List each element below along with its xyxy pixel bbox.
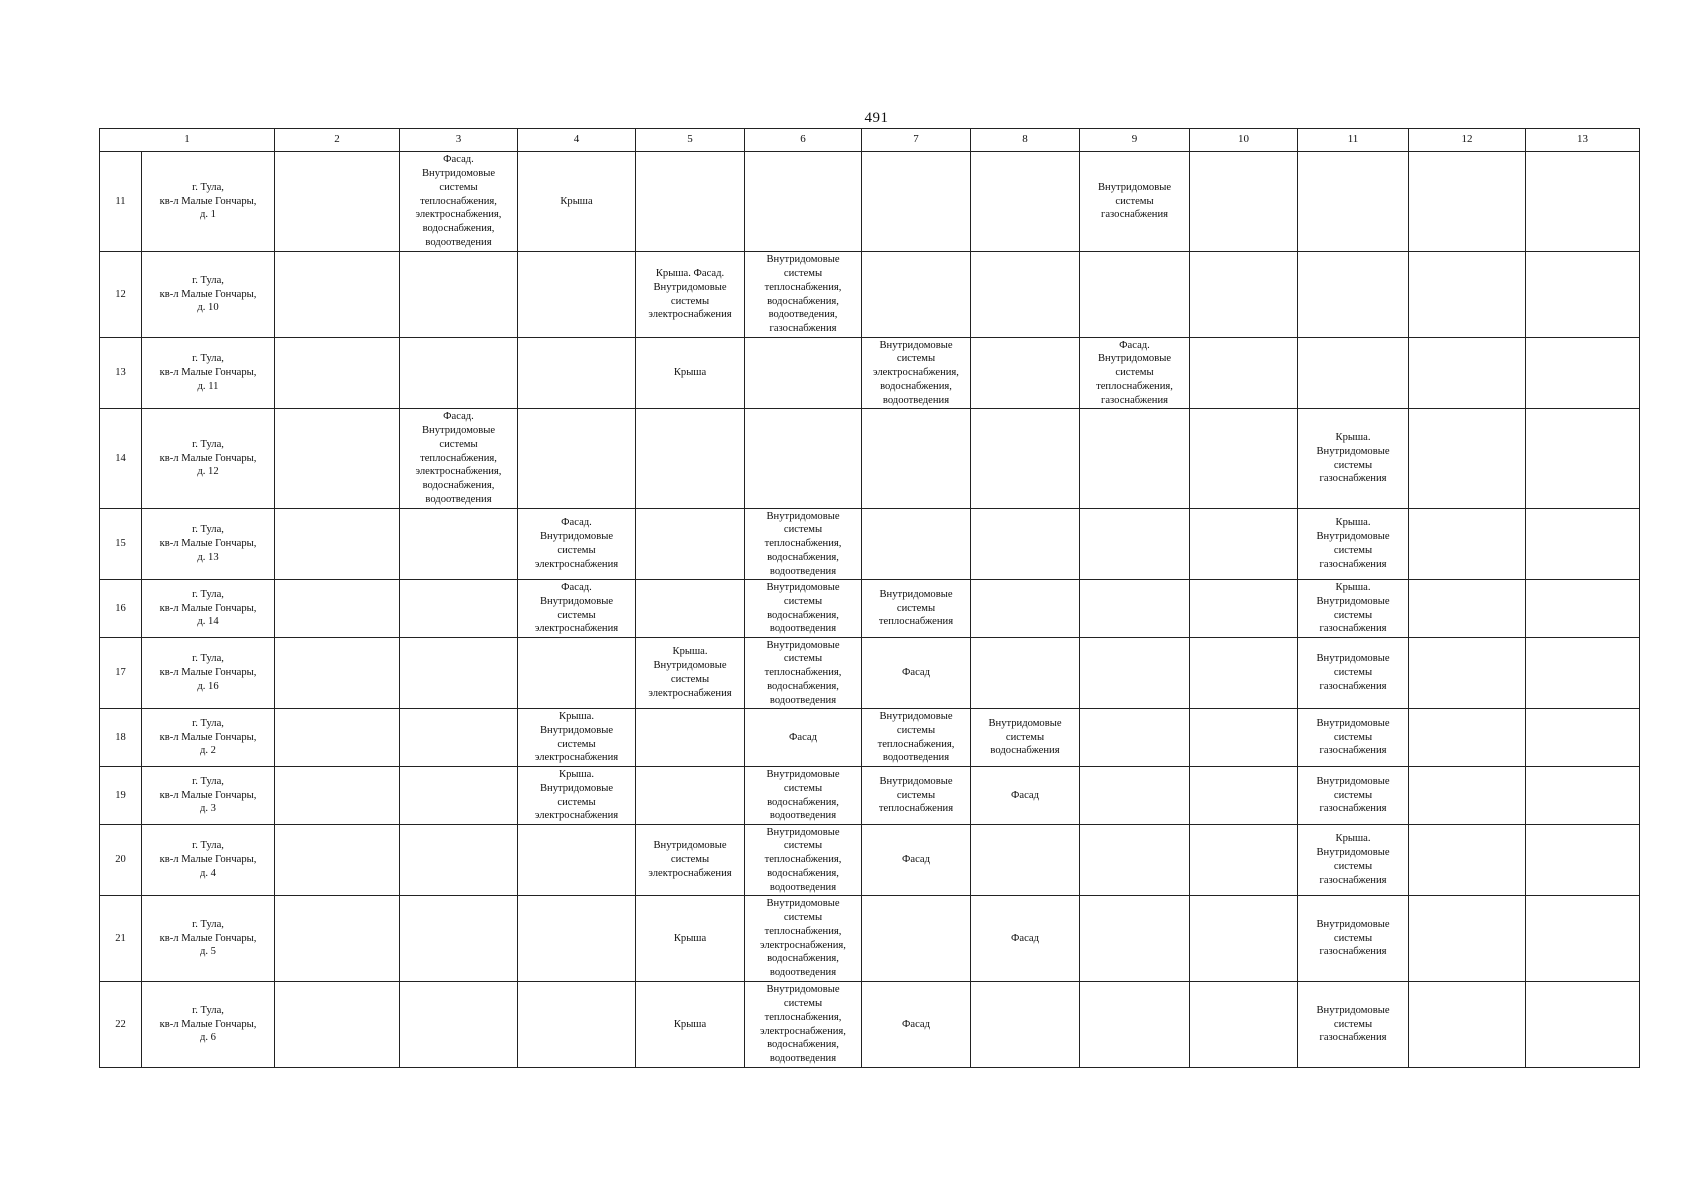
work-cell-col-11 bbox=[1298, 896, 1409, 982]
header-cell-10: 10 bbox=[1190, 129, 1298, 152]
address-cell bbox=[142, 338, 275, 409]
work-cell-col-8 bbox=[971, 825, 1080, 896]
work-text: Фасад bbox=[902, 667, 930, 679]
header-cell-2: 2 bbox=[275, 129, 400, 152]
work-cell-col-2 bbox=[275, 509, 400, 580]
work-text: Крыша. Внутридомовые системы газоснабжения bbox=[1316, 517, 1390, 570]
header-cell-9: 9 bbox=[1080, 129, 1190, 152]
work-cell-col-3 bbox=[400, 580, 518, 638]
work-cell-col-3 bbox=[400, 825, 518, 896]
work-cell-col-11 bbox=[1298, 709, 1409, 767]
work-cell-col-10 bbox=[1190, 982, 1298, 1068]
work-cell-col-8 bbox=[971, 252, 1080, 338]
work-cell-col-3 bbox=[400, 982, 518, 1068]
work-cell-col-3 bbox=[400, 409, 518, 509]
work-text: Крыша bbox=[673, 367, 707, 379]
work-cell-col-2 bbox=[275, 825, 400, 896]
work-cell-col-5 bbox=[636, 638, 745, 709]
work-text: Крыша bbox=[560, 195, 593, 207]
work-text: Внутридомовые системы теплоснабжения, водоснабжения, водоотведения, газоснабжения bbox=[764, 254, 842, 335]
table-row bbox=[100, 982, 1640, 1068]
work-cell-col-11 bbox=[1298, 338, 1409, 409]
work-cell-col-2 bbox=[275, 709, 400, 767]
work-cell-col-8 bbox=[971, 409, 1080, 509]
work-cell-col-6 bbox=[745, 896, 862, 982]
work-cell-col-10 bbox=[1190, 825, 1298, 896]
row-number-cell: 14 bbox=[100, 409, 142, 509]
work-cell-col-9 bbox=[1080, 638, 1190, 709]
work-cell-col-3 bbox=[400, 638, 518, 709]
work-text: Внутридомовые системы теплоснабжения, электроснабжения, водоснабжения, водоотведения bbox=[760, 984, 846, 1065]
work-cell-col-7 bbox=[862, 252, 971, 338]
work-cell-col-8 bbox=[971, 152, 1080, 252]
work-cell-col-4 bbox=[518, 338, 636, 409]
row-number-cell: 15 bbox=[100, 509, 142, 580]
work-cell-col-7 bbox=[862, 638, 971, 709]
table-row bbox=[100, 825, 1640, 896]
work-cell-col-13 bbox=[1526, 767, 1640, 825]
work-cell-col-4 bbox=[518, 709, 636, 767]
work-text: Крыша. Фасад. Внутридомовые системы электроснабжения bbox=[648, 267, 732, 321]
address-text: г. Тула, кв-л Малые Гончары, д. 5 bbox=[159, 918, 257, 958]
work-cell-col-7 bbox=[862, 982, 971, 1068]
work-cell-col-7 bbox=[862, 152, 971, 252]
work-cell-col-12 bbox=[1409, 896, 1526, 982]
work-text: Внутридомовые системы электроснабжения, водоснабжения, водоотведения bbox=[873, 339, 959, 406]
row-number-cell: 18 bbox=[100, 709, 142, 767]
work-text: Фасад. Внутридомовые системы электроснабжения bbox=[534, 517, 619, 570]
table-row bbox=[100, 152, 1640, 252]
work-cell-col-5 bbox=[636, 896, 745, 982]
work-cell-col-9 bbox=[1080, 252, 1190, 338]
address-cell bbox=[142, 580, 275, 638]
work-cell-col-9 bbox=[1080, 509, 1190, 580]
work-cell-col-8 bbox=[971, 982, 1080, 1068]
header-cell-4: 4 bbox=[518, 129, 636, 152]
table-row bbox=[100, 638, 1640, 709]
work-text: Фасад. Внутридомовые системы теплоснабжения, электроснабжения, водоснабжения, водоотведения bbox=[415, 411, 502, 505]
address-text: г. Тула, кв-л Малые Гончары, д. 14 bbox=[159, 588, 257, 628]
work-cell-col-6 bbox=[745, 982, 862, 1068]
work-cell-col-5 bbox=[636, 709, 745, 767]
address-text: г. Тула, кв-л Малые Гончары, д. 2 bbox=[159, 717, 257, 757]
work-cell-col-4 bbox=[518, 896, 636, 982]
address-text: г. Тула, кв-л Малые Гончары, д. 6 bbox=[159, 1004, 257, 1044]
work-text: Фасад bbox=[789, 731, 817, 743]
work-cell-col-6 bbox=[745, 509, 862, 580]
work-text: Внутридомовые системы теплоснабжения bbox=[878, 588, 954, 628]
work-cell-col-2 bbox=[275, 409, 400, 509]
header-cell-11: 11 bbox=[1298, 129, 1409, 152]
work-cell-col-11 bbox=[1298, 152, 1409, 252]
works-schedule-table bbox=[99, 128, 1640, 1068]
work-cell-col-12 bbox=[1409, 252, 1526, 338]
work-cell-col-13 bbox=[1526, 982, 1640, 1068]
work-cell-col-9 bbox=[1080, 767, 1190, 825]
work-cell-col-6 bbox=[745, 580, 862, 638]
work-text: Фасад bbox=[1011, 789, 1039, 801]
table-row bbox=[100, 896, 1640, 982]
address-cell bbox=[142, 709, 275, 767]
work-cell-col-2 bbox=[275, 580, 400, 638]
work-cell-col-12 bbox=[1409, 409, 1526, 509]
work-cell-col-13 bbox=[1526, 509, 1640, 580]
work-text: Внутридомовые системы газоснабжения bbox=[1316, 918, 1390, 958]
work-cell-col-11 bbox=[1298, 409, 1409, 509]
work-cell-col-12 bbox=[1409, 709, 1526, 767]
header-cell-5: 5 bbox=[636, 129, 745, 152]
work-cell-col-6 bbox=[745, 825, 862, 896]
table-row bbox=[100, 509, 1640, 580]
work-cell-col-3 bbox=[400, 709, 518, 767]
work-cell-col-5 bbox=[636, 509, 745, 580]
row-number-cell: 17 bbox=[100, 638, 142, 709]
work-cell-col-13 bbox=[1526, 580, 1640, 638]
address-cell bbox=[142, 252, 275, 338]
header-cell-8: 8 bbox=[971, 129, 1080, 152]
address-text: г. Тула, кв-л Малые Гончары, д. 16 bbox=[159, 653, 257, 692]
work-cell-col-6 bbox=[745, 767, 862, 825]
work-cell-col-6 bbox=[745, 709, 862, 767]
work-cell-col-9 bbox=[1080, 338, 1190, 409]
work-cell-col-10 bbox=[1190, 152, 1298, 252]
work-text: Внутридомовые системы теплоснабжения, водоснабжения, водоотведения bbox=[764, 510, 842, 577]
work-text: Внутридомовые системы теплоснабжения, электроснабжения, водоснабжения, водоотведения bbox=[760, 898, 846, 979]
work-cell-col-2 bbox=[275, 252, 400, 338]
work-cell-col-4 bbox=[518, 825, 636, 896]
work-cell-col-11 bbox=[1298, 580, 1409, 638]
header-cell-3: 3 bbox=[400, 129, 518, 152]
row-number-cell: 22 bbox=[100, 982, 142, 1068]
work-text: Внутридомовые системы водоснабжения bbox=[988, 717, 1062, 757]
work-cell-col-7 bbox=[862, 896, 971, 982]
work-cell-col-9 bbox=[1080, 982, 1190, 1068]
work-text: Внутридомовые системы газоснабжения bbox=[1097, 181, 1172, 221]
address-text: г. Тула, кв-л Малые Гончары, д. 10 bbox=[159, 274, 257, 314]
address-cell bbox=[142, 152, 275, 252]
work-cell-col-6 bbox=[745, 409, 862, 509]
work-cell-col-9 bbox=[1080, 896, 1190, 982]
work-text: Крыша. Внутридомовые системы газоснабжения bbox=[1316, 581, 1390, 635]
work-text: Крыша. Внутридомовые системы электроснабжения bbox=[534, 768, 619, 822]
work-cell-col-5 bbox=[636, 767, 745, 825]
row-number-cell: 20 bbox=[100, 825, 142, 896]
table-row bbox=[100, 409, 1640, 509]
work-cell-col-12 bbox=[1409, 338, 1526, 409]
work-text: Крыша. Внутридомовые системы газоснабжения bbox=[1316, 431, 1390, 485]
work-cell-col-6 bbox=[745, 152, 862, 252]
work-cell-col-4 bbox=[518, 580, 636, 638]
table-row bbox=[100, 580, 1640, 638]
work-cell-col-12 bbox=[1409, 152, 1526, 252]
header-cell-1: 1 bbox=[100, 129, 275, 152]
work-cell-col-7 bbox=[862, 409, 971, 509]
work-cell-col-4 bbox=[518, 638, 636, 709]
work-cell-col-10 bbox=[1190, 580, 1298, 638]
work-cell-col-5 bbox=[636, 982, 745, 1068]
work-cell-col-8 bbox=[971, 638, 1080, 709]
work-cell-col-7 bbox=[862, 709, 971, 767]
row-number-cell: 16 bbox=[100, 580, 142, 638]
work-cell-col-13 bbox=[1526, 252, 1640, 338]
address-text: г. Тула, кв-л Малые Гончары, д. 12 bbox=[159, 438, 257, 478]
address-text: г. Тула, кв-л Малые Гончары, д. 3 bbox=[159, 775, 257, 815]
work-text: Внутридомовые системы теплоснабжения, водоотведения bbox=[877, 710, 955, 764]
work-cell-col-6 bbox=[745, 338, 862, 409]
table-header-row bbox=[100, 129, 1640, 152]
header-cell-13: 13 bbox=[1526, 129, 1640, 152]
work-cell-col-2 bbox=[275, 338, 400, 409]
work-text: Фасад bbox=[902, 1018, 930, 1030]
address-text: г. Тула, кв-л Малые Гончары, д. 13 bbox=[159, 524, 257, 563]
work-cell-col-8 bbox=[971, 338, 1080, 409]
work-cell-col-2 bbox=[275, 767, 400, 825]
table-row bbox=[100, 338, 1640, 409]
work-cell-col-11 bbox=[1298, 825, 1409, 896]
work-cell-col-11 bbox=[1298, 767, 1409, 825]
address-cell bbox=[142, 638, 275, 709]
work-cell-col-5 bbox=[636, 580, 745, 638]
work-cell-col-3 bbox=[400, 896, 518, 982]
work-cell-col-8 bbox=[971, 509, 1080, 580]
row-number-cell: 12 bbox=[100, 252, 142, 338]
work-cell-col-10 bbox=[1190, 709, 1298, 767]
table-row bbox=[100, 767, 1640, 825]
work-text: Внутридомовые системы электроснабжения bbox=[648, 840, 732, 879]
header-cell-6: 6 bbox=[745, 129, 862, 152]
work-cell-col-9 bbox=[1080, 152, 1190, 252]
work-cell-col-13 bbox=[1526, 409, 1640, 509]
work-cell-col-13 bbox=[1526, 709, 1640, 767]
work-cell-col-3 bbox=[400, 152, 518, 252]
work-cell-col-12 bbox=[1409, 825, 1526, 896]
work-cell-col-12 bbox=[1409, 767, 1526, 825]
page-number: 491 bbox=[864, 110, 889, 126]
work-text: Внутридомовые системы газоснабжения bbox=[1316, 717, 1390, 757]
work-cell-col-13 bbox=[1526, 638, 1640, 709]
work-text: Внутридомовые системы газоснабжения bbox=[1316, 653, 1390, 692]
work-cell-col-10 bbox=[1190, 638, 1298, 709]
work-cell-col-8 bbox=[971, 580, 1080, 638]
work-cell-col-12 bbox=[1409, 509, 1526, 580]
work-text: Крыша. Внутридомовые системы электроснабжения bbox=[534, 710, 619, 764]
work-cell-col-6 bbox=[745, 638, 862, 709]
work-cell-col-5 bbox=[636, 252, 745, 338]
work-cell-col-12 bbox=[1409, 982, 1526, 1068]
header-cell-7: 7 bbox=[862, 129, 971, 152]
work-cell-col-5 bbox=[636, 152, 745, 252]
address-cell bbox=[142, 767, 275, 825]
work-text: Фасад. Внутридомовые системы теплоснабжения, газоснабжения bbox=[1096, 339, 1173, 406]
work-cell-col-7 bbox=[862, 338, 971, 409]
work-cell-col-9 bbox=[1080, 580, 1190, 638]
work-cell-col-4 bbox=[518, 767, 636, 825]
work-cell-col-4 bbox=[518, 252, 636, 338]
work-cell-col-9 bbox=[1080, 709, 1190, 767]
work-cell-col-10 bbox=[1190, 409, 1298, 509]
work-text: Фасад bbox=[902, 854, 930, 866]
work-text: Внутридомовые системы газоснабжения bbox=[1316, 775, 1390, 815]
work-cell-col-11 bbox=[1298, 982, 1409, 1068]
address-cell bbox=[142, 409, 275, 509]
work-cell-col-2 bbox=[275, 638, 400, 709]
work-text: Фасад. Внутридомовые системы теплоснабжения, электроснабжения, водоснабжения, водоотведения bbox=[415, 154, 502, 248]
address-text: г. Тула, кв-л Малые Гончары, д. 4 bbox=[159, 840, 257, 879]
address-text: г. Тула, кв-л Малые Гончары, д. 11 bbox=[159, 353, 257, 392]
work-cell-col-11 bbox=[1298, 638, 1409, 709]
work-cell-col-2 bbox=[275, 152, 400, 252]
work-cell-col-2 bbox=[275, 982, 400, 1068]
work-cell-col-2 bbox=[275, 896, 400, 982]
work-cell-col-8 bbox=[971, 709, 1080, 767]
work-cell-col-11 bbox=[1298, 509, 1409, 580]
work-cell-col-8 bbox=[971, 896, 1080, 982]
work-cell-col-7 bbox=[862, 825, 971, 896]
work-cell-col-10 bbox=[1190, 509, 1298, 580]
row-number-cell: 13 bbox=[100, 338, 142, 409]
work-text: Внутридомовые системы теплоснабжения, водоснабжения, водоотведения bbox=[764, 639, 842, 706]
work-cell-col-7 bbox=[862, 580, 971, 638]
address-text: г. Тула, кв-л Малые Гончары, д. 1 bbox=[159, 181, 257, 221]
work-cell-col-4 bbox=[518, 982, 636, 1068]
row-number-cell: 11 bbox=[100, 152, 142, 252]
address-cell bbox=[142, 982, 275, 1068]
header-cell-12: 12 bbox=[1409, 129, 1526, 152]
work-text: Фасад bbox=[1011, 932, 1039, 944]
work-cell-col-10 bbox=[1190, 252, 1298, 338]
work-cell-col-5 bbox=[636, 338, 745, 409]
work-text: Фасад. Внутридомовые системы электроснабжения bbox=[534, 581, 619, 635]
work-cell-col-13 bbox=[1526, 896, 1640, 982]
work-cell-col-10 bbox=[1190, 896, 1298, 982]
work-cell-col-9 bbox=[1080, 825, 1190, 896]
work-text: Внутридомовые системы теплоснабжения, водоснабжения, водоотведения bbox=[764, 826, 842, 893]
row-number-cell: 21 bbox=[100, 896, 142, 982]
table-row bbox=[100, 709, 1640, 767]
work-cell-col-5 bbox=[636, 825, 745, 896]
work-cell-col-4 bbox=[518, 409, 636, 509]
work-cell-col-6 bbox=[745, 252, 862, 338]
work-cell-col-13 bbox=[1526, 825, 1640, 896]
work-cell-col-12 bbox=[1409, 580, 1526, 638]
work-cell-col-10 bbox=[1190, 767, 1298, 825]
work-cell-col-7 bbox=[862, 509, 971, 580]
work-text: Крыша bbox=[673, 932, 707, 944]
work-cell-col-12 bbox=[1409, 638, 1526, 709]
row-number-cell: 19 bbox=[100, 767, 142, 825]
work-cell-col-11 bbox=[1298, 252, 1409, 338]
work-cell-col-4 bbox=[518, 152, 636, 252]
work-cell-col-13 bbox=[1526, 338, 1640, 409]
work-cell-col-13 bbox=[1526, 152, 1640, 252]
work-text: Внутридомовые системы водоснабжения, водоотведения bbox=[766, 768, 840, 822]
work-cell-col-10 bbox=[1190, 338, 1298, 409]
table-row bbox=[100, 252, 1640, 338]
address-cell bbox=[142, 509, 275, 580]
work-text: Внутридомовые системы газоснабжения bbox=[1316, 1004, 1390, 1044]
work-cell-col-3 bbox=[400, 767, 518, 825]
work-text: Крыша. Внутридомовые системы газоснабжения bbox=[1316, 833, 1390, 886]
address-cell bbox=[142, 825, 275, 896]
work-cell-col-9 bbox=[1080, 409, 1190, 509]
work-cell-col-5 bbox=[636, 409, 745, 509]
work-cell-col-3 bbox=[400, 338, 518, 409]
work-cell-col-3 bbox=[400, 252, 518, 338]
work-text: Крыша bbox=[673, 1018, 707, 1030]
work-cell-col-3 bbox=[400, 509, 518, 580]
work-text: Крыша. Внутридомовые системы электроснабжения bbox=[648, 646, 732, 699]
work-text: Внутридомовые системы теплоснабжения bbox=[878, 775, 954, 815]
work-text: Внутридомовые системы водоснабжения, водоотведения bbox=[766, 581, 840, 635]
address-cell bbox=[142, 896, 275, 982]
work-cell-col-7 bbox=[862, 767, 971, 825]
work-cell-col-4 bbox=[518, 509, 636, 580]
work-cell-col-8 bbox=[971, 767, 1080, 825]
